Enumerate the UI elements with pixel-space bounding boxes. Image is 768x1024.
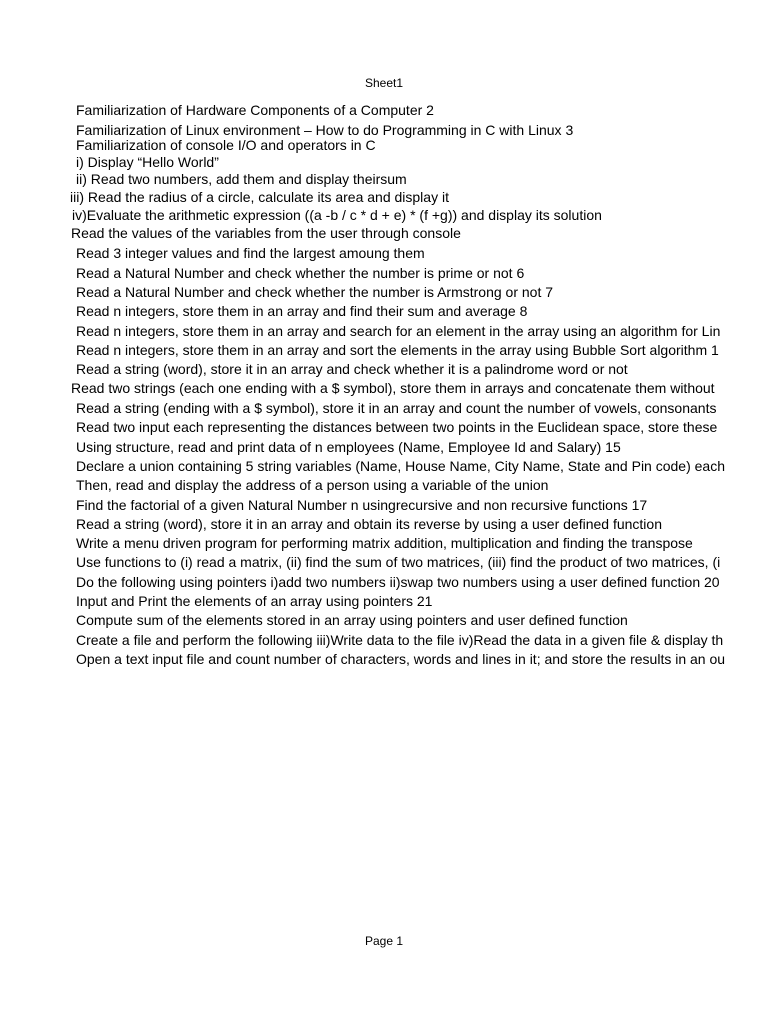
document-line: Read a string (word), store it in an array and check whether it is a palindrome word or not bbox=[76, 361, 628, 377]
document-line: Read 3 integer values and find the largest amoung them bbox=[76, 245, 425, 261]
document-line: Find the factorial of a given Natural Number n usingrecursive and non recursive functions 17 bbox=[76, 497, 648, 513]
document-line: Read n integers, store them in an array and search for an element in the array using an algorithm for Lin bbox=[76, 323, 721, 339]
document-line: Read n integers, store them in an array and sort the elements in the array using Bubble Sort algorithm 1 bbox=[76, 342, 719, 358]
document-line: Familiarization of Hardware Components of a Computer 2 bbox=[76, 102, 434, 118]
document-line: Create a file and perform the following iii)Write data to the file iv)Read the data in a given file & display th bbox=[76, 632, 724, 648]
document-line: Compute sum of the elements stored in an array using pointers and user defined function bbox=[76, 612, 628, 628]
page-number-footer: Page 1 bbox=[364, 934, 404, 948]
document-line: Familiarization of console I/O and operators in C bbox=[76, 137, 376, 153]
document-line: ii) Read two numbers, add them and display theirsum bbox=[76, 171, 407, 187]
document-line: Then, read and display the address of a person using a variable of the union bbox=[76, 477, 549, 493]
document-line: Using structure, read and print data of n employees (Name, Employee Id and Salary) 15 bbox=[76, 439, 621, 455]
document-line: i) Display “Hello World” bbox=[76, 154, 219, 170]
document-line: iii) Read the radius of a circle, calculate its area and display it bbox=[70, 189, 449, 205]
document-line: Read a Natural Number and check whether the number is prime or not 6 bbox=[76, 265, 525, 281]
document-line: Read a Natural Number and check whether the number is Armstrong or not 7 bbox=[76, 284, 554, 300]
document-line: Read n integers, store them in an array and find their sum and average 8 bbox=[76, 303, 528, 319]
document-line: Input and Print the elements of an array using pointers 21 bbox=[76, 593, 433, 609]
document-line: Read a string (word), store it in an array and obtain its reverse by using a user defined function bbox=[76, 516, 662, 532]
document-line: Familiarization of Linux environment – How to do Programming in C with Linux 3 bbox=[76, 122, 574, 138]
document-line: Read two strings (each one ending with a $ symbol), store them in arrays and concatenate them without bbox=[71, 380, 715, 396]
document-line: Write a menu driven program for performing matrix addition, multiplication and finding the transpose bbox=[76, 535, 693, 551]
document-line: Open a text input file and count number of characters, words and lines in it; and store the results in an ou bbox=[76, 651, 726, 667]
document-line: Declare a union containing 5 string variables (Name, House Name, City Name, State and Pin code) each bbox=[76, 458, 725, 474]
document-line: Do the following using pointers i)add two numbers ii)swap two numbers using a user defined function 20 bbox=[76, 574, 720, 590]
document-line: Read the values of the variables from the user through console bbox=[71, 225, 461, 241]
document-line: Use functions to (i) read a matrix, (ii) find the sum of two matrices, (iii) find the product of two matrices, (i bbox=[76, 554, 721, 570]
sheet-name-header: Sheet1 bbox=[364, 76, 404, 90]
document-line: iv)Evaluate the arithmetic expression ((a -b / c * d + e) * (f +g)) and display its solution bbox=[72, 207, 602, 223]
document-line: Read two input each representing the distances between two points in the Euclidean space, store these bbox=[76, 419, 718, 435]
document-line: Read a string (ending with a $ symbol), store it in an array and count the number of vowels, consonants bbox=[76, 400, 717, 416]
